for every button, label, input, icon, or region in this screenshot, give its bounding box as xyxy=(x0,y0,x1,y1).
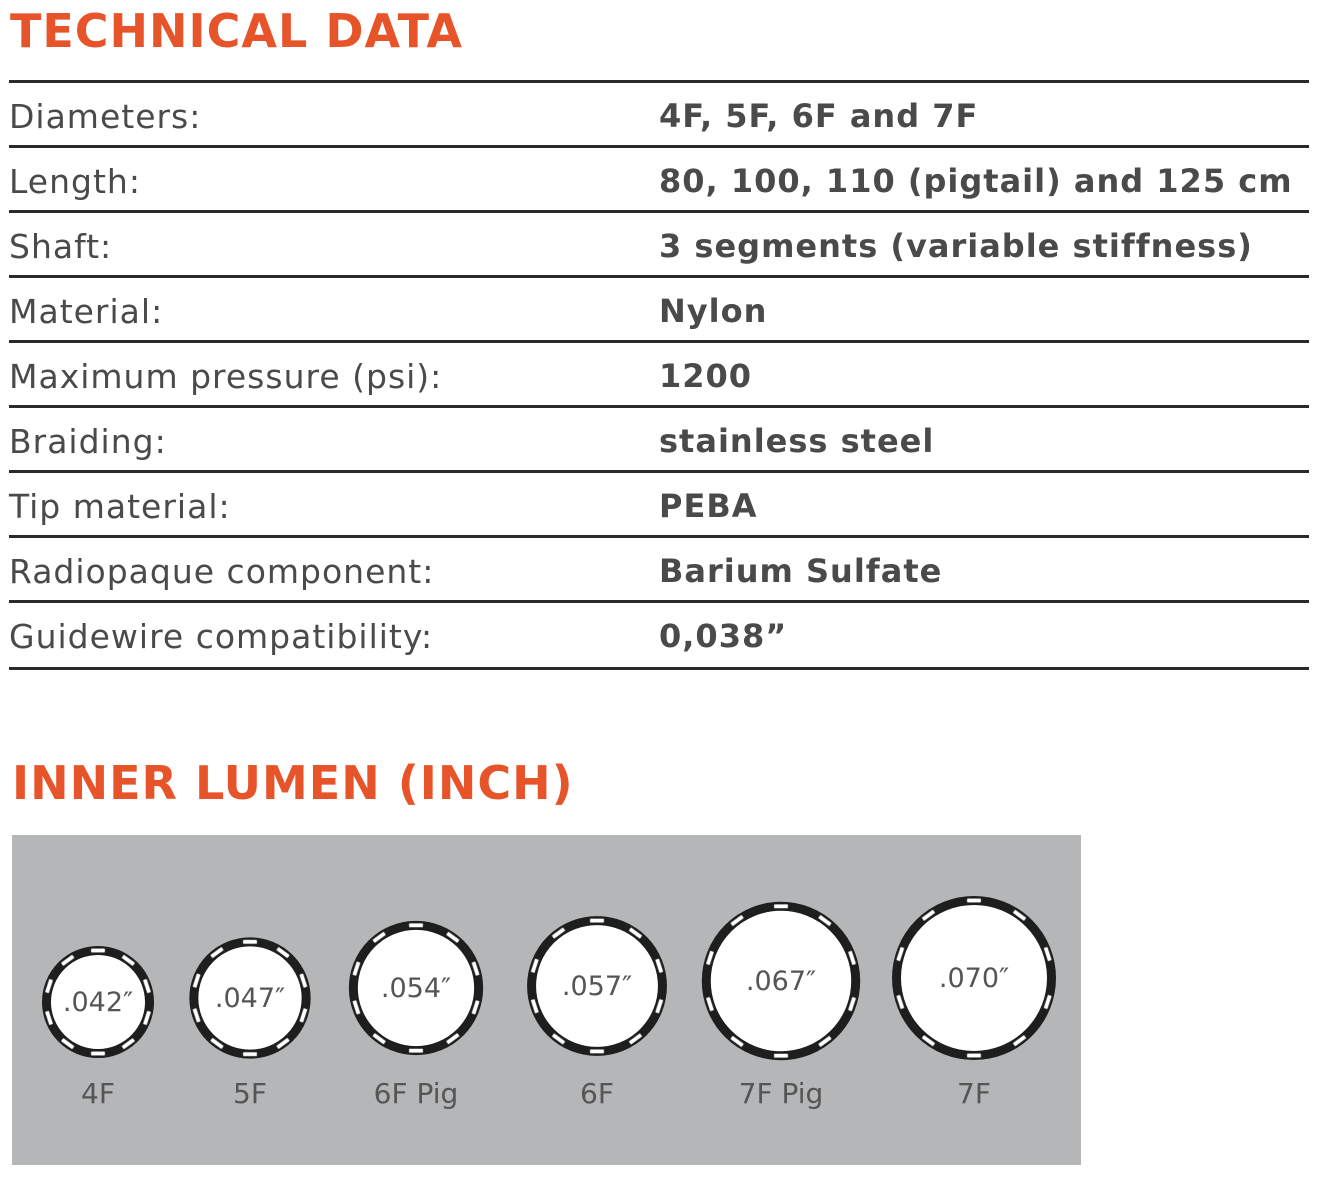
spec-label: Radiopaque component: xyxy=(9,552,435,591)
technical-data-table xyxy=(9,80,1309,670)
spec-value: 0,038” xyxy=(659,617,788,655)
lumen-value-label: .057″ xyxy=(561,971,633,1002)
spec-value: 1200 xyxy=(659,357,753,395)
spec-label: Diameters: xyxy=(9,97,202,136)
inner-lumen-diagram xyxy=(12,835,1081,1165)
lumen-value-label: .070″ xyxy=(938,963,1010,994)
lumen-value-label: .067″ xyxy=(745,966,817,997)
spec-value: PEBA xyxy=(659,487,758,525)
lumen-item-6f-pig xyxy=(352,923,479,1110)
spec-label: Length: xyxy=(9,162,141,201)
lumen-item-5f xyxy=(193,940,308,1110)
lumen-size-label: 5F xyxy=(233,1077,267,1110)
lumen-size-label: 4F xyxy=(81,1077,115,1110)
spec-row-material xyxy=(9,275,1309,340)
lumen-size-label: 6F Pig xyxy=(373,1077,459,1110)
braid-marker xyxy=(91,1052,105,1056)
spec-label: Braiding: xyxy=(9,422,167,461)
braid-marker xyxy=(774,1054,788,1058)
lumen-value-label: .047″ xyxy=(214,983,286,1014)
braid-marker xyxy=(967,1054,981,1058)
lumen-size-label: 6F xyxy=(580,1077,614,1110)
spec-value: 80, 100, 110 (pigtail) and 125 cm xyxy=(659,162,1293,200)
spec-row-diameters xyxy=(9,80,1309,145)
braid-marker xyxy=(409,923,423,927)
braid-marker xyxy=(590,1049,604,1053)
spec-label: Guidewire compatibility: xyxy=(9,617,434,656)
braid-marker xyxy=(967,899,981,903)
lumen-item-7f xyxy=(896,899,1052,1111)
inner-lumen-panel xyxy=(12,835,1081,1165)
braid-marker xyxy=(590,919,604,923)
braid-marker xyxy=(91,949,105,953)
lumen-item-6f xyxy=(531,919,664,1110)
spec-label: Tip material: xyxy=(9,487,231,526)
spec-row-braiding xyxy=(9,405,1309,470)
lumen-item-7f-pig xyxy=(706,904,856,1110)
spec-value: 4F, 5F, 6F and 7F xyxy=(659,97,979,135)
lumen-value-label: .042″ xyxy=(62,987,134,1018)
braid-marker xyxy=(243,1052,257,1056)
inner-lumen-title: INNER LUMEN (INCH) xyxy=(12,756,574,810)
spec-row-radiopaque xyxy=(9,535,1309,600)
spec-row-guidewire xyxy=(9,600,1309,670)
braid-marker xyxy=(774,904,788,908)
spec-value: Barium Sulfate xyxy=(659,552,943,590)
spec-label: Material: xyxy=(9,292,164,331)
spec-value: Nylon xyxy=(659,292,768,330)
lumen-size-label: 7F Pig xyxy=(738,1077,824,1110)
lumen-item-4f xyxy=(45,949,151,1111)
spec-row-max-pressure xyxy=(9,340,1309,405)
technical-data-title: TECHNICAL DATA xyxy=(10,4,463,58)
spec-label: Maximum pressure (psi): xyxy=(9,357,443,396)
spec-row-shaft xyxy=(9,210,1309,275)
lumen-size-label: 7F xyxy=(957,1077,991,1110)
lumen-value-label: .054″ xyxy=(380,973,452,1004)
braid-marker xyxy=(243,940,257,944)
spec-label: Shaft: xyxy=(9,227,113,266)
spec-value: 3 segments (variable stiffness) xyxy=(659,227,1253,265)
spec-row-tip-material xyxy=(9,470,1309,535)
spec-row-length xyxy=(9,145,1309,210)
braid-marker xyxy=(409,1049,423,1053)
spec-value: stainless steel xyxy=(659,422,935,460)
